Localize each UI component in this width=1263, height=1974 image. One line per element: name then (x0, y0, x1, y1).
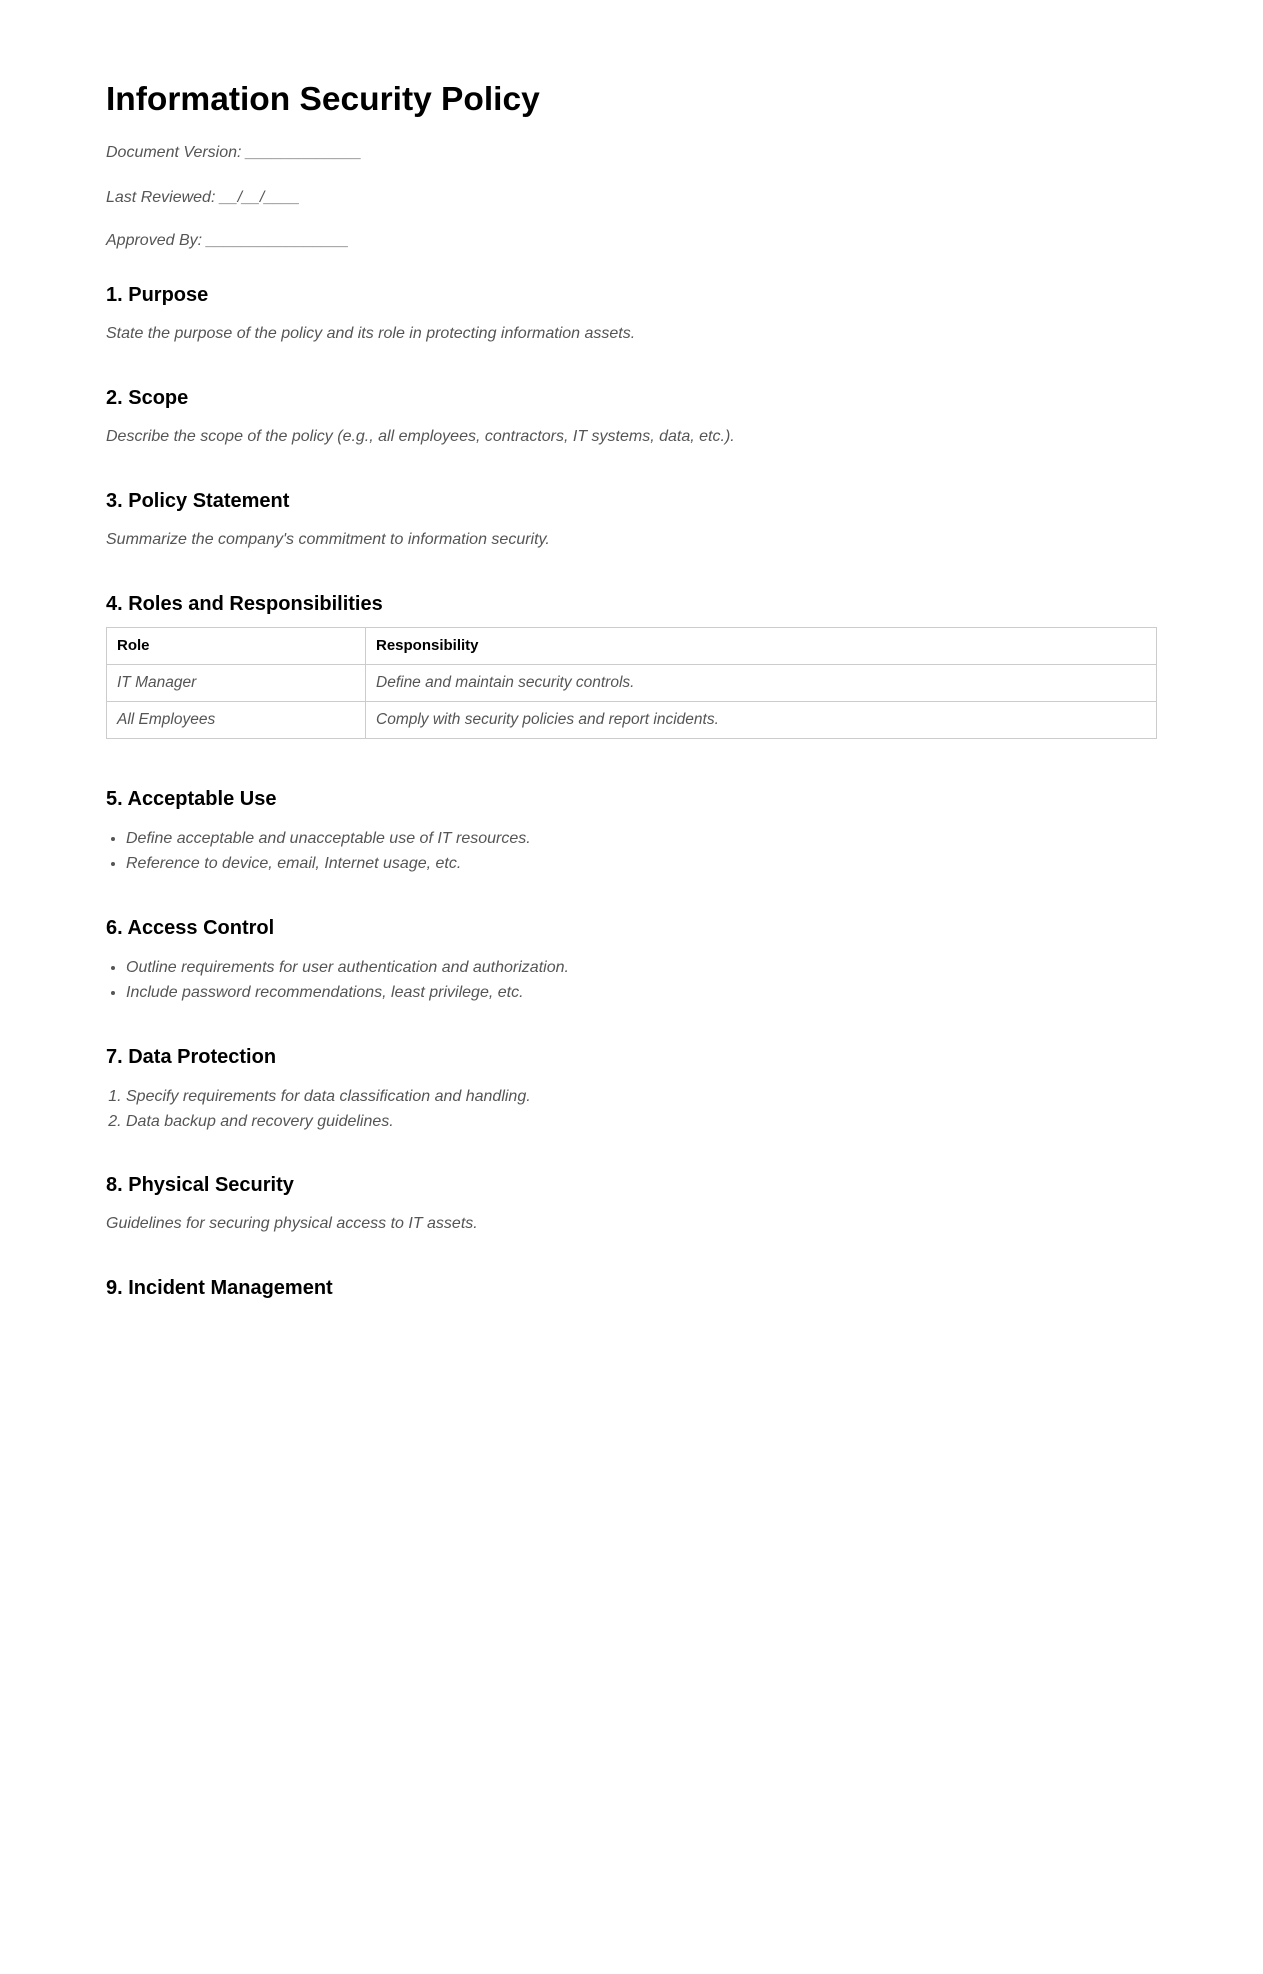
section-data-protection (106, 1045, 1157, 1135)
section-heading: 4. Roles and Responsibilities (106, 593, 383, 615)
column-header-role: Role (107, 628, 366, 665)
role-cell: All Employees (107, 702, 366, 739)
section-heading: 3. Policy Statement (106, 490, 290, 512)
column-header-responsibility: Responsibility (366, 628, 1157, 665)
section-description: Describe the scope of the policy (e.g., all employees, contractors, IT systems, data, etc.). (106, 428, 735, 445)
section-heading: 2. Scope (106, 387, 189, 409)
section-heading: 7. Data Protection (106, 1046, 277, 1068)
bullet-list (106, 826, 1157, 877)
section-policy-statement (106, 489, 1157, 550)
section-description: State the purpose of the policy and its role in protecting information assets. (106, 325, 636, 342)
section-heading: 1. Purpose (106, 284, 209, 306)
list-item: 1. Specify requirements for data classification and handling. (126, 1084, 1157, 1109)
responsibility-cell: Define and maintain security controls. (366, 665, 1157, 702)
section-heading: 8. Physical Security (106, 1174, 294, 1196)
section-heading: 9. Incident Management (106, 1277, 333, 1299)
document-version-field: Document Version: _____________ (106, 144, 362, 161)
list-item: 2. Data backup and recovery guidelines. (126, 1109, 1157, 1134)
section-description: Guidelines for securing physical access to IT assets. (106, 1215, 478, 1232)
list-item: • Outline requirements for user authentication and authorization. (126, 955, 1157, 980)
table-row (107, 665, 1157, 702)
responsibility-cell: Comply with security policies and report incidents. (366, 702, 1157, 739)
section-acceptable-use (106, 787, 1157, 877)
table-header-row (107, 628, 1157, 665)
section-incident-management (106, 1276, 1157, 1300)
bullet-list (106, 955, 1157, 1006)
numbered-list (106, 1084, 1157, 1135)
section-heading: 5. Acceptable Use (106, 788, 277, 810)
last-reviewed-field: Last Reviewed: __/__/____ (106, 189, 300, 206)
document-title: Information Security Policy (106, 81, 540, 118)
section-heading: 6. Access Control (106, 917, 275, 939)
roles-table (106, 627, 1157, 739)
table-row (107, 702, 1157, 739)
section-scope (106, 386, 1157, 447)
section-roles-responsibilities (106, 592, 1157, 739)
list-item: • Define acceptable and unacceptable use of IT resources. (126, 826, 1157, 851)
list-item: • Reference to device, email, Internet usage, etc. (126, 851, 1157, 876)
role-cell: IT Manager (107, 665, 366, 702)
section-physical-security (106, 1173, 1157, 1234)
approved-by-field: Approved By: ________________ (106, 232, 349, 249)
section-description: Summarize the company's commitment to information security. (106, 531, 550, 548)
section-purpose (106, 283, 1157, 344)
section-access-control (106, 916, 1157, 1006)
list-item: • Include password recommendations, least privilege, etc. (126, 980, 1157, 1005)
